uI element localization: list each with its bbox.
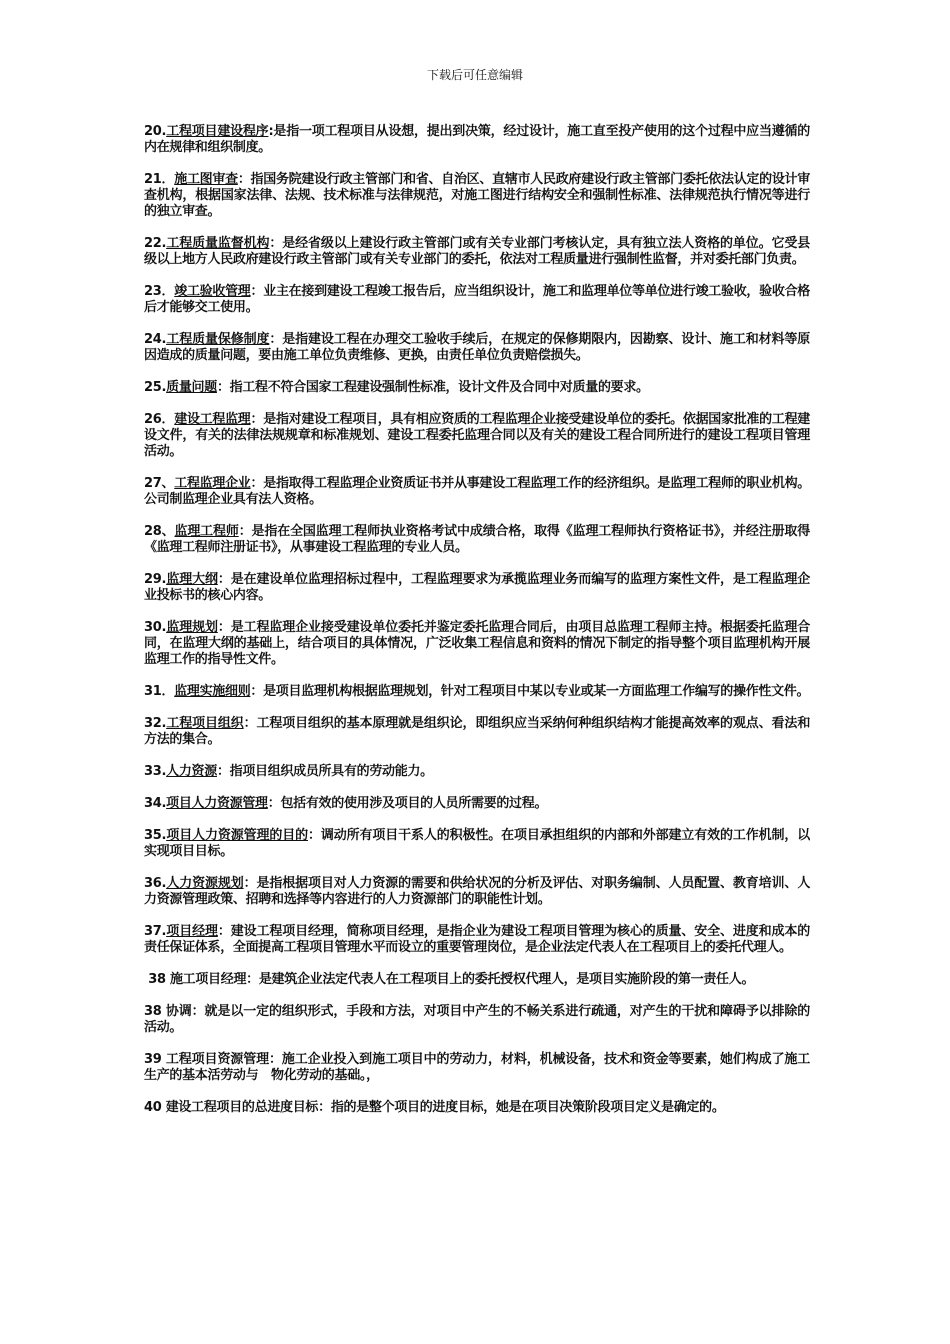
term: 工程质量保修制度 [166, 332, 270, 347]
definition-36 [144, 876, 810, 908]
definition-text: 业主在接到建设工程竣工报告后，应当组织设计，施工和监理单位等单位进行竣工验收，验收合格后才能够交工使用。 [144, 284, 810, 315]
separator: ： [250, 684, 264, 699]
term: 人力资源规划 [166, 876, 244, 891]
term: 工程项目组织 [166, 716, 244, 731]
definition-22 [144, 236, 810, 268]
item-number: 28、 [144, 524, 175, 539]
item-number: 32. [144, 716, 167, 731]
term: 竣工验收管理 [174, 284, 251, 299]
term: 监理规划 [166, 620, 218, 635]
item-number: 30. [144, 620, 167, 635]
definition-30 [144, 620, 810, 668]
term: 项目经理 [166, 924, 218, 939]
item-number: 31． [144, 684, 175, 699]
separator: ： [269, 236, 283, 251]
definition-text: 是指建设工程在办理交工验收手续后，在规定的保修期限内，因勘察、设计、施工和材料等原因造成的质量问题，要由施工单位负责维修、更换，由责任单位负责赔偿损失。 [144, 332, 811, 363]
separator: ： [217, 572, 231, 587]
definition-text: 40 建设工程项目的总进度目标：指的是整个项目的进度目标，她是在项目决策阶段项目定义是确定的。 [144, 1100, 725, 1115]
definition-text: 38 施工项目经理：是建筑企业法定代表人在工程项目上的委托授权代理人，是项目实施阶段的第一责任人。 [144, 972, 755, 987]
definition-text: 指项目组织成员所具有的劳动能力。 [229, 764, 433, 779]
term: 工程质量监督机构 [166, 236, 270, 251]
definition-29 [144, 572, 810, 604]
item-number: 36. [144, 876, 167, 891]
definition-text: 建设工程项目经理，简称项目经理，是指企业为建设工程项目管理为核心的质量、安全、进度和成本的责任保证体系，全面提高工程项目管理水平而设立的重要管理岗位，是企业法定代表人在工程项目上的委托代理人。 [144, 924, 810, 955]
definition-23 [144, 284, 810, 316]
definition-33 [144, 764, 810, 780]
separator: ： [250, 284, 264, 299]
term: 项目人力资源管理的目的 [166, 828, 308, 843]
separator: ： [307, 828, 321, 843]
term: 项目人力资源管理 [166, 796, 268, 811]
item-number: 27、 [144, 476, 175, 491]
definition-32 [144, 716, 810, 748]
definition-38-manager [144, 972, 810, 988]
separator: ： [250, 412, 264, 427]
item-number: 22. [144, 236, 167, 251]
separator: ： [216, 380, 230, 395]
definition-text: 工程项目组织的基本原理就是组织论，即组织应当采纳何种组织结构才能提高效率的观点、看法和方法的集合。 [144, 716, 811, 747]
definition-34 [144, 796, 810, 812]
definition-28 [144, 524, 810, 556]
definition-text: 是项目监理机构根据监理规划，针对工程项目中某以专业或某一方面监理工作编写的操作性文件。 [263, 684, 810, 699]
separator: ： [243, 876, 257, 891]
item-number: 23． [144, 284, 175, 299]
definition-text: 是指一项工程项目从设想，提出到决策，经过设计，施工直至投产使用的这个过程中应当遵循的内在规律和组织制度。 [144, 124, 810, 155]
definition-text: 包括有效的使用涉及项目的人员所需要的过程。 [280, 796, 548, 811]
separator: ： [238, 524, 252, 539]
definition-39 [144, 1052, 810, 1084]
term: 建设工程监理 [174, 412, 251, 427]
term: 监理工程师 [174, 524, 239, 539]
definition-text: 39 工程项目资源管理：施工企业投入到施工项目中的劳动力，材料，机械设备，技术和资金等要素，她们构成了施工生产的基本活劳动与 物化劳动的基础。， [144, 1052, 810, 1083]
document-body [144, 124, 810, 1132]
item-number: 33. [144, 764, 167, 779]
definition-text: 是指取得工程监理企业资质证书并从事建设工程监理工作的经济组织。是监理工程师的职业机构。公司制监理企业具有法人资格。 [144, 476, 810, 507]
definition-38-coordination [144, 1004, 810, 1036]
separator: ： [250, 476, 264, 491]
definition-text: 指工程不符合国家工程建设强制性标准，设计文件及合同中对质量的要求。 [229, 380, 649, 395]
separator: ： [267, 796, 281, 811]
term: 施工图审查 [174, 172, 238, 187]
page-header: 下载后可任意编辑 [426, 68, 523, 82]
definition-37 [144, 924, 810, 956]
definition-text: 是指根据项目对人力资源的需要和供给状况的分析及评估、对职务编制、人员配置、教育培训、人力资源管理政策、招聘和选择等内容进行的人力资源部门的职能性计划。 [144, 876, 811, 907]
term: 质量问题 [166, 380, 217, 395]
definition-text: 是工程监理企业接受建设单位委托并鉴定委托监理合同后，由项目总监理工程师主持。根据委托监理合同，在监理大纲的基础上，结合项目的具体情况，广泛收集工程信息和资料的情况下制定的指导整个项目监理机构开展监理工作的指导性文件。 [144, 620, 810, 667]
definition-text: 是指在全国监理工程师执业资格考试中成绩合格，取得《监理工程师执行资格证书》，并经注册取得《监理工程师注册证书》，从事建设工程监理的专业人员。 [144, 524, 810, 555]
item-number: 37. [144, 924, 167, 939]
separator: : [268, 124, 274, 139]
term: 人力资源 [166, 764, 217, 779]
definition-40 [144, 1100, 810, 1116]
definition-31 [144, 684, 810, 700]
definition-35 [144, 828, 810, 860]
definition-25 [144, 380, 810, 396]
separator: ： [217, 620, 231, 635]
definition-27 [144, 476, 810, 508]
item-number: 25. [144, 380, 167, 395]
definition-text: 指国务院建设行政主管部门和省、自治区、直辖市人民政府建设行政主管部门委托依法认定的设计审查机构，根据国家法律、法规、技术标准与法律规范，对施工图进行结构安全和强制性标准、法律规范执行情况等进行的独立审查。 [144, 172, 810, 219]
item-number: 20. [144, 124, 167, 139]
term: 监理大纲 [166, 572, 218, 587]
definition-text: 是指对建设工程项目，具有相应资质的工程监理企业接受建设单位的委托。依据国家批准的工程建设文件，有关的法律法规规章和标准规划、建设工程委托监理合同以及有关的建设工程合同所进行的建设工程项目管理活动。 [144, 412, 810, 459]
definition-text: 是经省级以上建设行政主管部门或有关专业部门考核认定，具有独立法人资格的单位。它受县级以上地方人民政府建设行政主管部门或有关专业部门的委托，依法对工程质量进行强制性监督，并对委托部门负责。 [144, 236, 811, 267]
definition-text: 是在建设单位监理招标过程中，工程监理要求为承揽监理业务而编写的监理方案性文件，是工程监理企业投标书的核心内容。 [144, 572, 810, 603]
item-number: 26． [144, 412, 175, 427]
separator: ： [237, 172, 251, 187]
term: 工程监理企业 [174, 476, 251, 491]
term: 工程项目建设程序 [166, 124, 269, 139]
separator: ： [217, 924, 231, 939]
item-number: 24. [144, 332, 167, 347]
separator: ： [216, 764, 230, 779]
item-number: 29. [144, 572, 167, 587]
definition-21 [144, 172, 810, 220]
item-number: 35. [144, 828, 167, 843]
definition-26 [144, 412, 810, 460]
definition-text: 38 协调：就是以一定的组织形式，手段和方法，对项目中产生的不畅关系进行疏通，对产生的干扰和障碍予以排除的活动。 [144, 1004, 810, 1035]
definition-text: 调动所有项目干系人的积极性。在项目承担组织的内部和外部建立有效的工作机制，以实现项目目标。 [144, 828, 811, 859]
definition-20 [144, 124, 810, 156]
term: 监理实施细则 [174, 684, 251, 699]
definition-24 [144, 332, 810, 364]
separator: ： [269, 332, 283, 347]
item-number: 21． [144, 172, 175, 187]
item-number: 34. [144, 796, 167, 811]
separator: ： [243, 716, 257, 731]
